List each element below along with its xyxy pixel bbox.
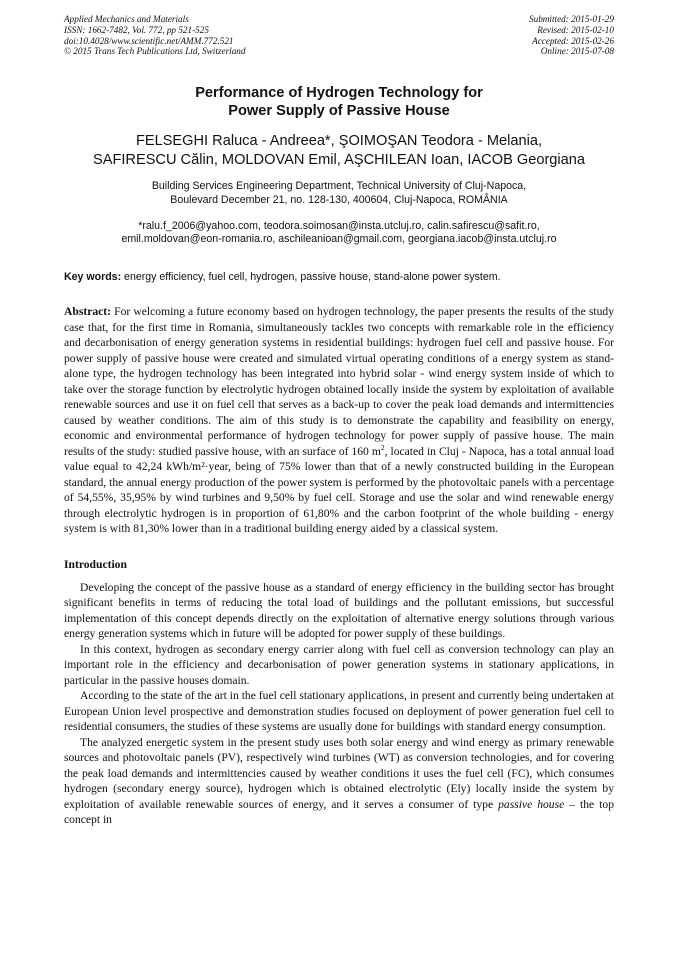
title-line: Power Supply of Passive House: [228, 103, 450, 119]
paragraph-text: The analyzed energetic system in the present study uses both solar energy and wind energy as primary renewable sources and photovoltaic panels (PV), respectively wind turbines (WT) as conversion technologies, and for covering the peak load demands and intermittencies caused by weather conditions it uses the fuel cell (FC), which consumes hydrogen (secondary energy source), hydrogen which is obtained electrolytic (Ely) locally inside the system by exploitation of available renewable sources of energy, and it serves a consumer of type: [64, 735, 614, 811]
author-emails: [64, 220, 614, 248]
paper-title: [64, 84, 614, 120]
copyright-line: © 2015 Trans Tech Publications Ltd, Switzerland: [64, 46, 246, 57]
italic-term: passive house: [498, 797, 565, 811]
online-date: Online: 2015-07-08: [540, 46, 614, 57]
journal-header: [64, 14, 614, 66]
abstract-text-continued: , located in Cluj - Napoca, has a total annual load value equal to 42,24 kWh/m²·year, being of 75% lower than that of a newly constructed building in the European standard, the annual energy production of the power system is performed by the photovoltaic panels with a percentage of 54,55%, 35,95% by wind turbines and 9,50% by fuel cell. Storage and use the solar and wind renewable energy through electrolytic hydrogen is in proportion of 61,80% and the carbon footprint of the whole building - energy system is with 81,30% lower than in a traditional building energy aided by a classical system.: [64, 444, 614, 536]
paper-page: [64, 14, 614, 828]
issn-line: ISSN: 1662-7482, Vol. 772, pp 521-525: [64, 24, 209, 35]
abstract-label: Abstract:: [64, 305, 112, 319]
emails-line: *ralu.f_2006@yahoo.com, teodora.soimosan@insta.utcluj.ro, calin.safirescu@safit.ro,: [138, 219, 540, 232]
superscript: 2: [380, 442, 385, 452]
title-line: Performance of Hydrogen Technology for: [195, 85, 483, 101]
authors-line: SAFIRESCU Călin, MOLDOVAN Emil, AŞCHILEAN Ioan, IACOB Georgiana: [92, 151, 586, 168]
affiliation: [64, 180, 614, 208]
keywords-label: Key words:: [64, 271, 122, 284]
abstract-text: For welcoming a future economy based on hydrogen technology, the paper presents the results of the study case that, for the first time in Romania, simultaneously tackles two concepts with remarkable role in the efficiency and decarbonisation of energy generation systems in residential buildings: hydrogen fuel cell and passive house. For power supply of passive house were created and simulated virtual operating conditions of a energy system as stand-alone type, the hydrogen technology has been integrated into hybrid solar - wind energy system inside of which to take over the storage function by electrolytic hydrogen obtained locally inside the system by exploitation of available renewable sources and use it on fuel cell that serves as a back-up to cover the peak load demands and intermittencies caused by weather conditions. The aim of this study is to demonstrate the capability and feasibility on energy, economic and environmental performance of hydrogen technology for power supply of passive house. The main results of the study: studied passive house, with an surface of 160 m: [64, 305, 614, 458]
keywords-text: energy efficiency, fuel cell, hydrogen, passive house, stand-alone power system.: [121, 271, 501, 284]
intro-paragraph: According to the state of the art in the fuel cell stationary applications, in present and currently being undertaken at European Union level prospective and demonstration studies focused on deployment of power generation fuel cell to residential consumers, the studies of these systems are usually done for buildings with standard energy consumption.: [64, 689, 614, 734]
intro-paragraph: [64, 735, 614, 828]
abstract: [64, 304, 614, 537]
submitted-date: Submitted: 2015-01-29: [529, 14, 614, 24]
submission-dates: [529, 14, 614, 57]
paragraph-text-continued: – the top concept in: [64, 797, 614, 827]
affiliation-line: Boulevard December 21, no. 128-130, 400604, Cluj-Napoca, ROMÂNIA: [170, 193, 508, 206]
keywords: [64, 270, 614, 284]
authors-line: FELSEGHI Raluca - Andreea*, ŞOIMOŞAN Teodora - Melania,: [135, 133, 543, 149]
doi-line: doi:10.4028/www.scientific.net/AMM.772.521: [64, 35, 234, 46]
accepted-date: Accepted: 2015-02-26: [532, 35, 614, 46]
section-heading: Introduction: [64, 557, 127, 571]
intro-paragraph: Developing the concept of the passive house as a standard of energy efficiency in the building sector has brought significant benefits in terms of reducing the total load of buildings and the pollutant emissions, but successful implementation of this concept depends directly on the exploitation of alternative energy solutions through various energy generation systems which in future will be adopted for power supply of these buildings.: [64, 580, 614, 641]
affiliation-line: Building Services Engineering Department, Technical University of Cluj-Napoca,: [151, 180, 527, 192]
emails-line: emil.moldovan@eon-romania.ro, aschileanioan@gmail.com, georgiana.iacob@insta.utcluj.ro: [121, 233, 557, 246]
publication-info: [64, 14, 245, 57]
revised-date: Revised: 2015-02-10: [537, 24, 614, 35]
journal-name: Applied Mechanics and Materials: [64, 14, 189, 24]
author-list: [64, 132, 614, 169]
intro-paragraph: In this context, hydrogen as secondary energy carrier along with fuel cell as conversion technology can play an important role in the efficiency and decarbonisation of power generation systems in stationary applications, in particular in the passive houses domain.: [64, 642, 614, 687]
